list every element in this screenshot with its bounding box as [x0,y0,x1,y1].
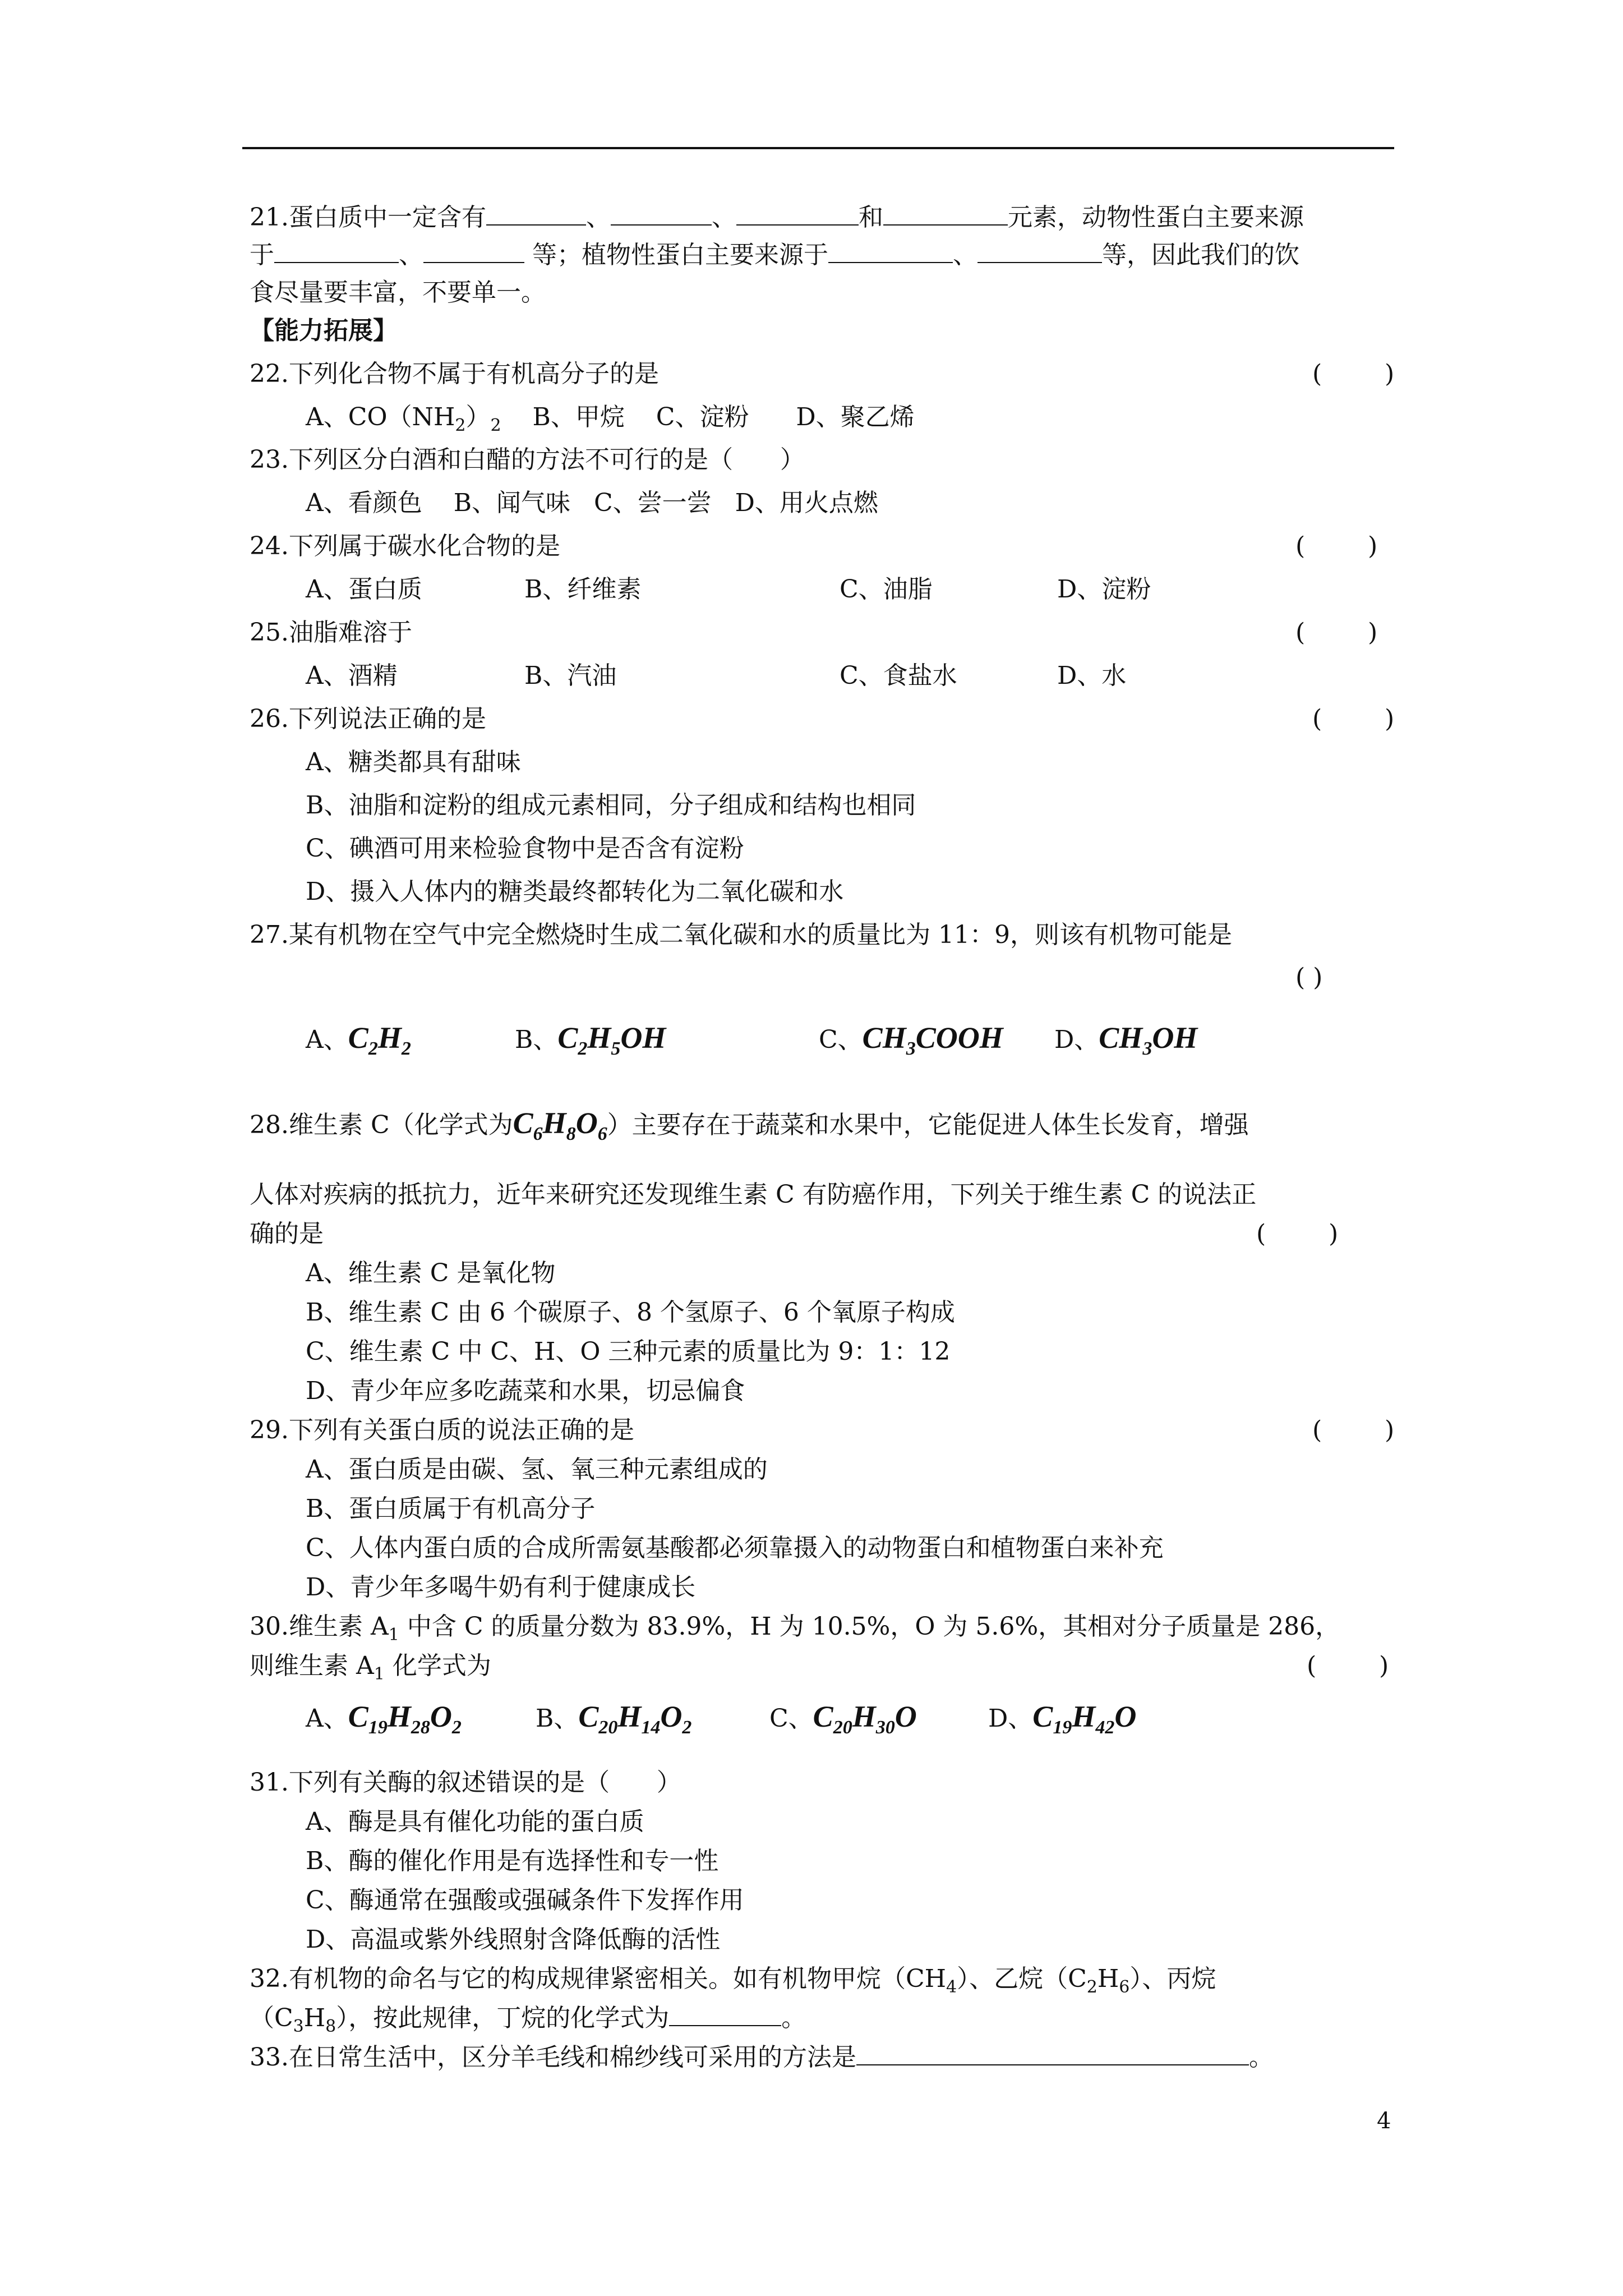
q30-option-c: C、$C_{20}H_{30}O$ [769,1700,917,1738]
q29-option-c: C、人体内蛋白质的合成所需氨基酸都必须靠摄入的动物蛋白和植物蛋白来补充 [306,1534,1164,1562]
answer-blank[interactable] [611,202,712,226]
answer-blank[interactable] [274,240,399,263]
answer-blank[interactable] [883,202,1008,226]
q29-option-a: A、蛋白质是由碳、氢、氧三种元素组成的 [306,1455,768,1484]
q21-line-2: 于 、 等；植物性蛋白主要来源于 、 等，因此我们的饮 [250,241,1299,269]
q26-option-b: B、油脂和淀粉的组成元素相同，分子组成和结构也相同 [306,791,916,820]
q30-option-a: A、$C_{19}H_{28}O_2$ [306,1700,462,1738]
answer-paren[interactable]: ( ) [1307,1651,1389,1680]
q30-option-d: D、$C_{19}H_{42}O$ [988,1700,1137,1738]
answer-blank[interactable] [828,240,953,263]
answer-paren[interactable]: ( ) [1312,705,1395,733]
q28-line-2: 人体对疾病的抵抗力，近年来研究还发现维生素 C 有防癌作用，下列关于维生素 C 的说法正 [250,1180,1257,1209]
q28-line-1: 28.维生素 C（化学式为$C_6H_8O_6$）主要存在于蔬菜和水果中，它能促进人体生长发育，增强 [250,1106,1249,1144]
q29-option-b: B、蛋白质属于有机高分子 [306,1494,596,1523]
q26-option-a: A、糖类都具有甜味 [306,748,521,776]
q24-option-a: A、蛋白质 [306,575,422,604]
q24-option-d: D、淀粉 [1057,575,1151,604]
q24-option-b: B、纤维素 [524,575,642,604]
q22-options: A、$CO(NH_2)_2$ B、甲烷 C、淀粉 D、聚乙烯 [306,403,915,435]
q31-stem: 31.下列有关酶的叙述错误的是（ ） [250,1768,681,1797]
q21-line-3: 食尽量要丰富，不要单一。 [250,278,546,307]
answer-paren[interactable]: ( ) [1256,1220,1339,1248]
answer-blank[interactable] [736,202,859,226]
q26-option-c: C、碘酒可用来检验食物中是否含有淀粉 [306,834,744,863]
answer-blank[interactable] [978,240,1102,263]
answer-blank[interactable] [423,240,524,263]
q25-option-b: B、汽油 [524,661,617,690]
q23-options: A、看颜色 B、闻气味 C、尝一尝 D、用火点燃 [306,489,878,517]
q28-option-a: A、维生素 C 是氧化物 [306,1259,556,1287]
q28-option-b: B、维生素 C 由 6 个碳原子、8 个氢原子、6 个氧原子构成 [306,1298,955,1327]
q28-option-c: C、维生素 C 中 C、H、O 三种元素的质量比为 9：1：12 [306,1337,951,1366]
q21-line-1: 21.蛋白质中一定含有 、 、 和 元素，动物性蛋白主要来源 [250,203,1304,232]
section-title: 【能力拓展】 [250,316,398,345]
q27-option-c: C、$CH_3COOH$ [819,1021,1003,1059]
answer-paren[interactable]: ( ) [1295,618,1378,647]
header-rule [242,147,1394,149]
q28-line-3: 确的是 [250,1220,324,1248]
q27-option-d: D、$CH_3OH$ [1054,1021,1198,1059]
q30-option-b: B、$C_{20}H_{14}O_2$ [536,1700,692,1738]
q26-stem: 26.下列说法正确的是 [250,705,486,733]
q31-option-b: B、酶的催化作用是有选择性和专一性 [306,1847,719,1875]
q29-stem: 29.下列有关蛋白质的说法正确的是 [250,1416,634,1444]
q27-stem: 27.某有机物在空气中完全燃烧时生成二氧化碳和水的质量比为 11：9，则该有机物可能是 [250,921,1232,949]
q30-line-2: 则维生素 $A_1$ 化学式为 [250,1651,491,1684]
q27-option-a: A、$C_2H_2$ [306,1021,411,1059]
q25-option-d: D、水 [1057,661,1127,690]
q23-stem: 23.下列区分白酒和白醋的方法不可行的是（ ） [250,445,805,474]
answer-paren[interactable]: ( ) [1295,532,1378,560]
answer-paren[interactable]: ( ) [1295,963,1323,992]
q22-stem: 22.下列化合物不属于有机高分子的是 [250,360,659,388]
q25-option-a: A、酒精 [306,661,398,690]
q30-line-1: 30.维生素 $A_1$ 中含 C 的质量分数为 83.9%，H 为 10.5%，O 为 5.6%，其相对分子质量是 286， [250,1612,1340,1645]
q24-option-c: C、油脂 [840,575,933,604]
q33-line: 33.在日常生活中，区分羊毛线和棉纱线可采用的方法是 。 [250,2043,1274,2072]
q25-stem: 25.油脂难溶于 [250,618,412,647]
answer-blank[interactable] [669,2003,781,2026]
q25-option-c: C、食盐水 [840,661,957,690]
answer-paren[interactable]: ( ) [1312,360,1395,388]
answer-paren[interactable]: ( ) [1312,1416,1395,1444]
q31-option-c: C、酶通常在强酸或强碱条件下发挥作用 [306,1886,744,1915]
q29-option-d: D、青少年多喝牛奶有利于健康成长 [306,1573,696,1602]
q27-option-b: B、$C_2H_5OH$ [515,1021,666,1059]
page-number: 4 [1377,2108,1391,2134]
q32-line-1: 32.有机物的命名与它的构成规律紧密相关。如有机物甲烷$(CH_4)$、乙烷$(C_2H_6)$、丙烷 [250,1964,1216,1997]
q32-line-2: $(C_3H_8)$，按此规律，丁烷的化学式为 。 [250,2004,806,2036]
q31-option-d: D、高温或紫外线照射含降低酶的活性 [306,1925,721,1954]
q24-stem: 24.下列属于碳水化合物的是 [250,532,560,560]
answer-blank[interactable] [486,202,586,226]
q31-option-a: A、酶是具有催化功能的蛋白质 [306,1807,644,1836]
answer-blank[interactable] [856,2042,1249,2065]
q28-option-d: D、青少年应多吃蔬菜和水果，切忌偏食 [306,1377,745,1405]
q26-option-d: D、摄入人体内的糖类最终都转化为二氧化碳和水 [306,877,844,906]
